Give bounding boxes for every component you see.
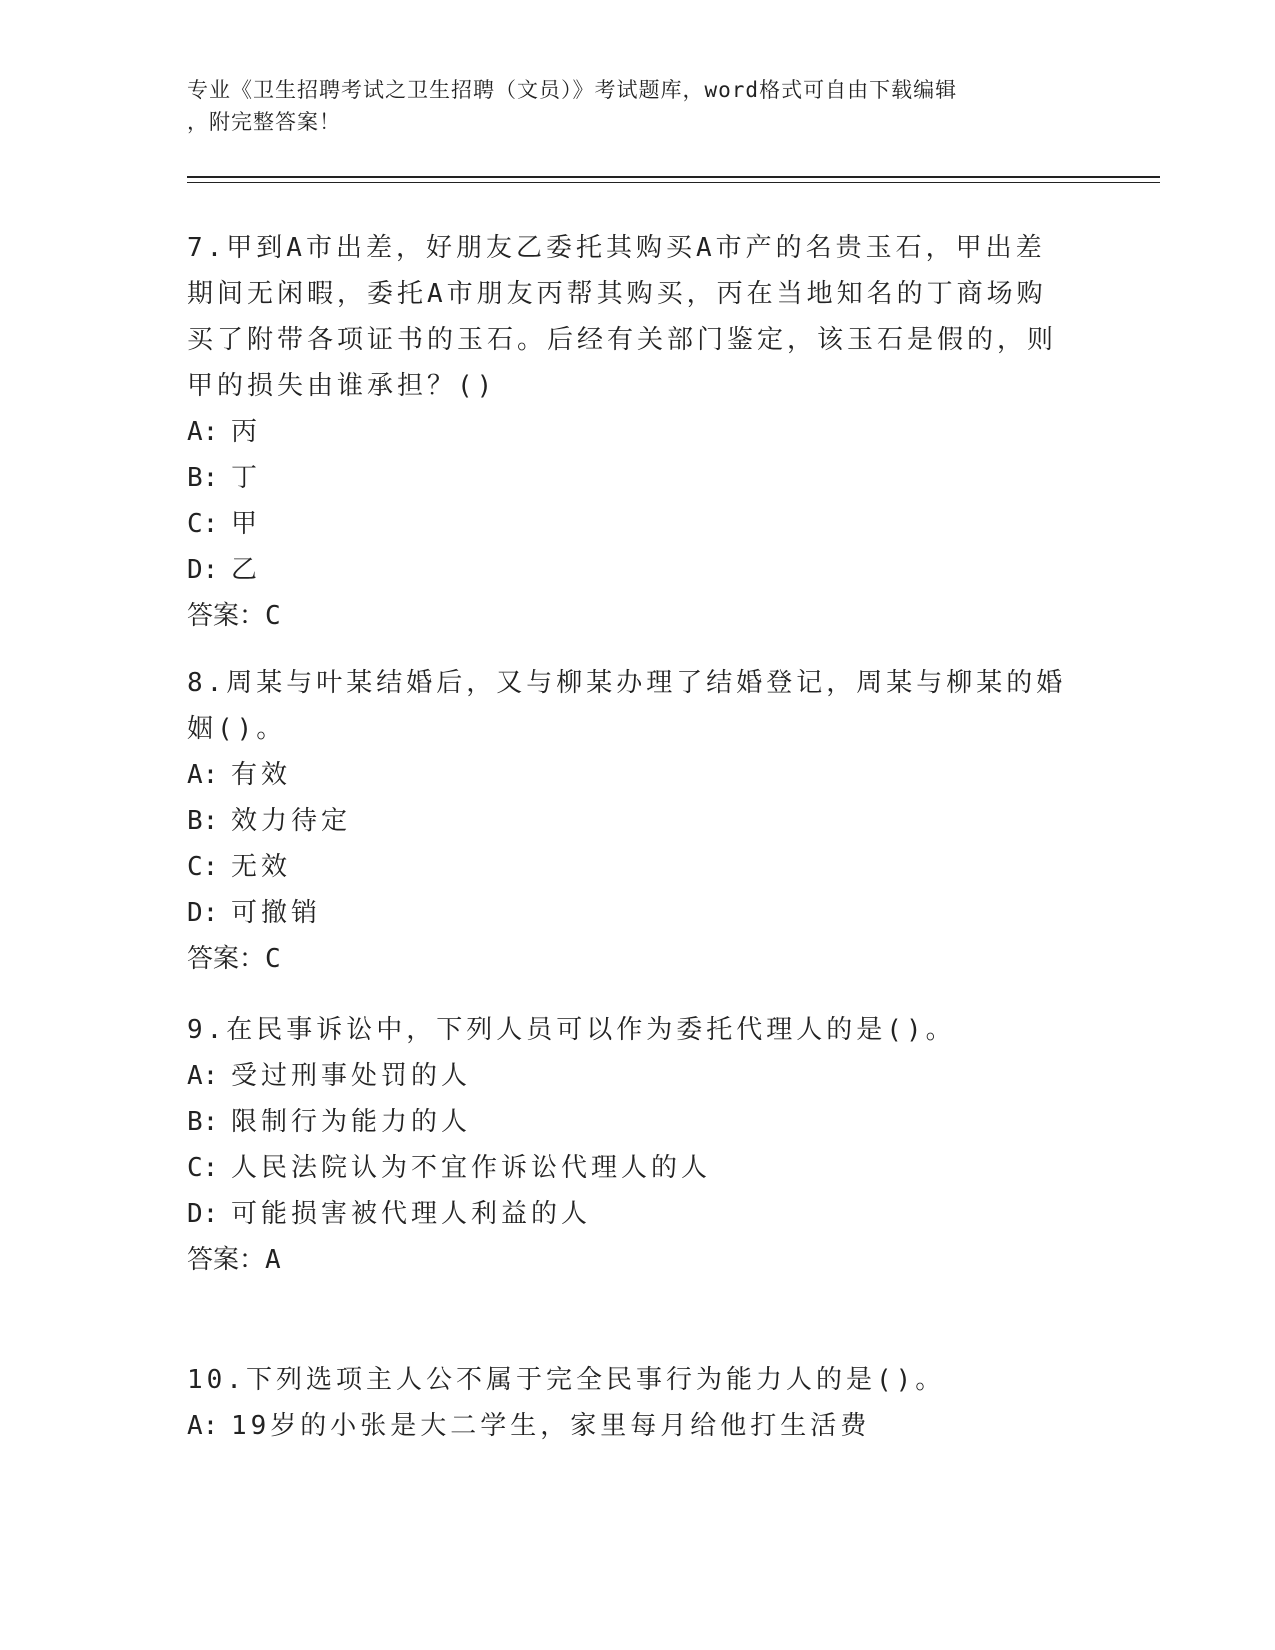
header-line-2: ，附完整答案！ [187,110,341,134]
option-text: 19岁的小张是大二学生，家里每月给他打生活费 [231,1411,871,1441]
option-c [187,1145,1067,1191]
question-stem: 8.周某与叶某结婚后，又与柳某办理了结婚登记，周某与柳某的婚姻()。 [187,668,1067,744]
answer-value: C [265,944,281,974]
option-d [187,1191,1067,1237]
option-a [187,1053,1067,1099]
option-label: C: [187,509,219,539]
question-stem: 10.下列选项主人公不属于完全民事行为能力人的是()。 [187,1365,946,1395]
option-b [187,1099,1067,1145]
option-label: A: [187,760,219,790]
option-text: 丙 [231,417,262,447]
option-b [187,798,1067,844]
option-text: 乙 [231,555,262,585]
option-text: 可撤销 [231,898,322,928]
option-text: 人民法院认为不宜作诉讼代理人的人 [231,1153,712,1183]
header-divider-thin [187,182,1160,183]
header-divider [187,176,1160,178]
option-text: 丁 [231,463,262,493]
answer-value: A [265,1245,281,1275]
header-line-1: 专业《卫生招聘考试之卫生招聘（文员）》考试题库，word格式可自由下载编辑 [187,78,958,102]
option-label: B: [187,806,219,836]
option-label: C: [187,852,219,882]
answer-line [187,593,1067,639]
option-label: D: [187,555,219,585]
question-stem: 7.甲到A市出差，好朋友乙委托其购买A市产的名贵玉石，甲出差期间无闲暇，委托A市朋友丙帮其购买，丙在当地知名的丁商场购买了附带各项证书的玉石。后经有关部门鉴定，该玉石是假的，则甲的损失由谁承担？() [187,233,1058,401]
option-label: B: [187,463,219,493]
question-9 [187,1007,1067,1283]
option-label: D: [187,898,219,928]
option-text: 有效 [231,760,292,790]
option-c [187,501,1067,547]
option-text: 无效 [231,852,292,882]
option-c [187,844,1067,890]
option-text: 受过刑事处罚的人 [231,1061,472,1091]
question-7 [187,225,1067,639]
option-a [187,409,1067,455]
option-label: B: [187,1107,219,1137]
option-d [187,890,1067,936]
option-d [187,547,1067,593]
question-10 [187,1357,1067,1449]
option-a [187,752,1067,798]
option-text: 限制行为能力的人 [231,1107,472,1137]
option-label: A: [187,1411,219,1441]
option-b [187,455,1067,501]
answer-label: 答案： [187,601,266,631]
option-label: A: [187,417,219,447]
option-a [187,1403,1067,1449]
answer-line [187,936,1067,982]
question-stem: 9.在民事诉讼中，下列人员可以作为委托代理人的是()。 [187,1015,956,1045]
answer-line [187,1237,1067,1283]
option-text: 甲 [231,509,262,539]
answer-label: 答案： [187,1245,266,1275]
option-text: 效力待定 [231,806,352,836]
answer-label: 答案： [187,944,266,974]
option-label: C: [187,1153,219,1183]
question-8 [187,660,1067,982]
document-header [187,74,1067,138]
option-label: D: [187,1199,219,1229]
option-label: A: [187,1061,219,1091]
option-text: 可能损害被代理人利益的人 [231,1199,592,1229]
answer-value: C [265,601,281,631]
